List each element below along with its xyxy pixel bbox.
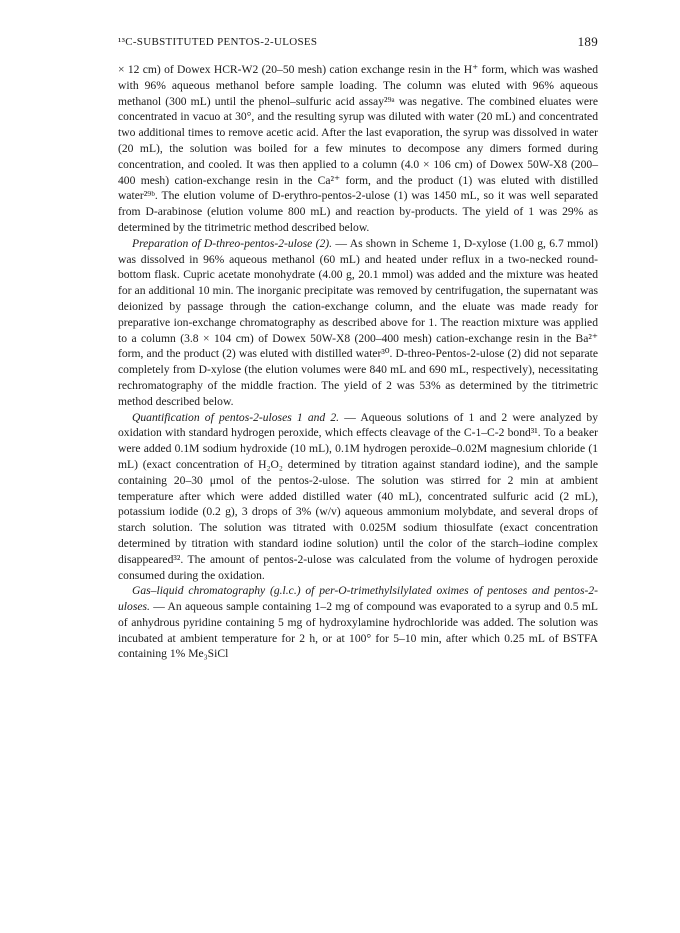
paragraph-glc <box>118 583 598 662</box>
paragraph-quantification <box>118 410 598 584</box>
section-title: Gas–liquid chromatography (g.l.c.) of per-O-trimethylsilylated oximes of pentoses and pentos-2-uloses. <box>118 584 598 614</box>
page-header <box>118 34 598 52</box>
paragraph-text: — Aqueous solutions of 1 and 2 were analyzed by oxidation with standard hydrogen peroxide, which effects cleavage of the C-1–C-2 bond³¹. To a beaker were added 0.1M sodium hydroxide (10 mL), 0.1M hydrogen peroxide–0.02M magnesium chloride (1 mL) (exact concentration of H₂O₂ determined by titration against standard iodine), and the sample containing 20–30 μmol of the pentos-2-ulose. The solution was stirred for 2 min at ambient temperature after which were added distilled water (40 mL), concentrated sulfuric acid (2 mL), potassium iodide (0.2 g), 3 drops of 3% (w/v) aqueous ammonium molybdate, and several drops of starch solution. The solution was titrated with 0.025M sodium thiosulfate (exact concentration determined by titration with standard iodine solution) until the color of the starch–iodine complex disappeared³². The amount of pentos-2-ulose was calculated from the volume of hydrogen peroxide consumed during the oxidation. <box>118 410 598 582</box>
article-body <box>118 62 598 662</box>
paragraph-preparation <box>118 236 598 410</box>
paragraph-text: × 12 cm) of Dowex HCR-W2 (20–50 mesh) cation exchange resin in the H⁺ form, which was washed with 96% aqueous methanol before sample loading. The column was eluted with 96% aqueous methanol (300 mL) until the phenol–sulfuric acid assay²⁹ᵃ was negative. The combined eluates were concentrated in vacuo at 30°, and the resulting syrup was diluted with water (20 mL) and concentrated two additional times to remove acetic acid. After the last evaporation, the syrup was dissolved in water (20 mL), the solution was boiled for a few minutes to decompose any dimers formed during concentration, and cooled. It was then applied to a column (4.0 × 106 cm) of Dowex 50W-X8 (200–400 mesh) cation-exchange resin in the Ca²⁺ form, and the product (1) was eluted with distilled water²⁹ᵇ. The elution volume of D-erythro-pentos-2-ulose (1) was 1450 mL, so it was well separated from D-arabinose (elution volume 800 mL) and reaction by-products. The yield of 1 was 29% as determined by the titrimetric method described below. <box>118 63 598 234</box>
paragraph-continuation <box>118 62 598 236</box>
paragraph-text: — An aqueous sample containing 1–2 mg of compound was evaporated to a syrup and 0.5 mL of anhydrous pyridine containing 5 mg of hydroxylamine hydrochloride was added. The solution was incubated at ambient temperature for 2 h, or at 100° for 5–10 min, after which 0.25 mL of BSTFA containing 1% Me₃SiCl <box>118 600 598 661</box>
running-title: ¹³C-SUBSTITUTED PENTOS-2-ULOSES <box>118 36 318 48</box>
section-title: Quantification of pentos-2-uloses 1 and 2. <box>132 410 340 424</box>
page-number: 189 <box>577 34 598 49</box>
paragraph-text: — As shown in Scheme 1, D-xylose (1.00 g, 6.7 mmol) was dissolved in 96% aqueous methanol (60 mL) and heated under reflux in a two-necked round-bottom flask. Cupric acetate monohydrate (4.00 g, 20.1 mmol) was added and the mixture was heated for an additional 10 min. The inorganic precipitate was removed by centrifugation, the supernatant was deionized by passage through the cation-exchange column, and the eluate was made ready for preparative ion-exchange chromatography as described above for 1. The reaction mixture was applied to a column (3.8 × 104 cm) of Dowex 50W-X8 (200–400 mesh) cation-exchange resin in the Ba²⁺ form, and the product (2) was eluted with distilled water³⁰. D-threo-Pentos-2-ulose (2) did not separate completely from D-xylose (the elution volumes were 840 mL and 690 mL, respectively), necessitating rechromatography of the middle fraction. The yield of 2 was 53% as determined by the titrimetric method described below. <box>118 236 598 408</box>
section-title: Preparation of D-threo-pentos-2-ulose (2). <box>132 236 333 250</box>
